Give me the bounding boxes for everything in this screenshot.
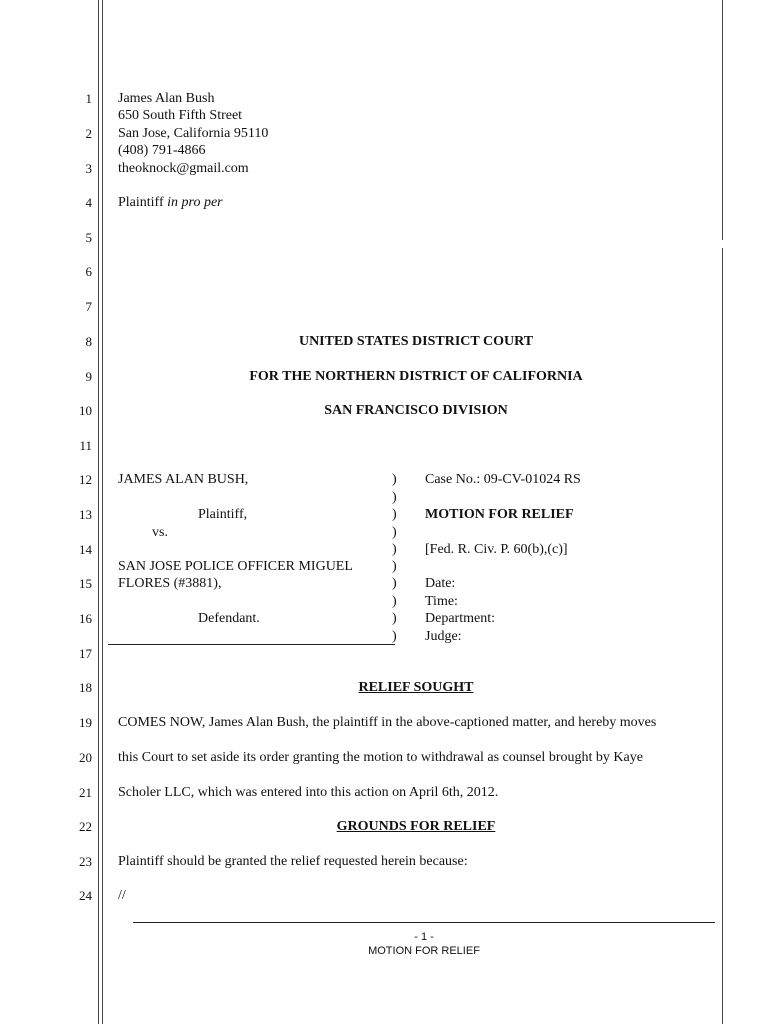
defendant-label: Defendant.	[198, 611, 260, 626]
date-label: Date:	[425, 576, 456, 591]
paragraph-line: COMES NOW, James Alan Bush, the plaintiff in the above-captioned matter, and hereby moves	[118, 715, 657, 730]
paragraph-line: Plaintiff should be granted the relief requested herein because:	[118, 854, 468, 869]
time-label: Time:	[425, 594, 458, 609]
plaintiff-label: Plaintiff,	[198, 507, 248, 522]
line-number: 2	[85, 126, 92, 141]
line-number: 6	[85, 264, 92, 279]
paren: )	[392, 542, 397, 557]
paragraph-line: Scholer LLC, which was entered into this action on April 6th, 2012.	[118, 785, 499, 800]
header-name: James Alan Bush	[118, 91, 215, 106]
court-title-line1: UNITED STATES DISTRICT COURT	[298, 334, 534, 349]
left-margin-rule-outer	[98, 0, 99, 1024]
department-label: Department:	[425, 611, 495, 626]
header-email: theoknock@gmail.com	[118, 161, 249, 176]
line-number: 4	[85, 195, 92, 210]
left-margin-rule-inner	[102, 0, 103, 1024]
paren: )	[392, 490, 397, 505]
header-phone: (408) 791-4866	[118, 143, 206, 158]
plaintiff-name: JAMES ALAN BUSH,	[118, 472, 249, 487]
line-number: 3	[85, 161, 92, 176]
header-street: 650 South Fifth Street	[118, 108, 243, 123]
line-number: 16	[79, 611, 92, 626]
paren: )	[392, 525, 397, 540]
court-title-line3: SAN FRANCISCO DIVISION	[324, 403, 508, 418]
case-number: Case No.: 09-CV-01024 RS	[425, 472, 581, 487]
right-margin-rule-bottom	[722, 248, 723, 1024]
heading-relief-sought: RELIEF SOUGHT	[358, 680, 474, 695]
footer-rule	[133, 922, 715, 923]
court-title-line2: FOR THE NORTHERN DISTRICT OF CALIFORNIA	[249, 369, 583, 384]
paren: )	[392, 507, 397, 522]
header-city: San Jose, California 95110	[118, 126, 269, 141]
line-number: 13	[79, 507, 92, 522]
header-role	[118, 194, 223, 211]
line-number: 21	[79, 785, 92, 800]
paren: )	[392, 594, 397, 609]
line-number: 20	[79, 750, 92, 765]
defendant-name-line1: SAN JOSE POLICE OFFICER MIGUEL	[118, 559, 353, 574]
paren: )	[392, 629, 397, 644]
line-number: 10	[79, 403, 92, 418]
line-number: 22	[79, 819, 92, 834]
paren: )	[392, 472, 397, 487]
line-number: 15	[79, 576, 92, 591]
line-number: 14	[79, 542, 92, 557]
paren: )	[392, 576, 397, 591]
rule-reference: [Fed. R. Civ. P. 60(b),(c)]	[425, 542, 568, 557]
line-number: 19	[79, 715, 92, 730]
header-role-prefix: Plaintiff	[118, 195, 168, 210]
heading-grounds-for-relief: GROUNDS FOR RELIEF	[336, 819, 496, 834]
footer-page-number: - 1 -	[414, 931, 434, 943]
line-number: 12	[79, 472, 92, 487]
line-number: 24	[79, 888, 92, 903]
line-number: 18	[79, 680, 92, 695]
motion-title: MOTION FOR RELIEF	[425, 507, 574, 522]
paren: )	[392, 611, 397, 626]
paren: )	[392, 559, 397, 574]
line-number: 5	[85, 230, 92, 245]
header-role-suffix: in pro per	[167, 195, 223, 210]
line-number: 8	[85, 334, 92, 349]
line-number: 1	[85, 91, 92, 106]
defendant-name-line2: FLORES (#3881),	[118, 576, 222, 591]
right-margin-rule-top	[722, 0, 723, 240]
judge-label: Judge:	[425, 629, 462, 644]
line-number: 17	[79, 646, 92, 661]
versus: vs.	[152, 525, 168, 540]
caption-underline	[108, 644, 395, 645]
line-number: 11	[79, 438, 92, 453]
line-number: 7	[85, 299, 92, 314]
continuation-slashes: //	[118, 888, 126, 903]
line-number: 23	[79, 854, 92, 869]
paragraph-line: this Court to set aside its order granting the motion to withdrawal as counsel brought by Kaye	[118, 750, 643, 765]
footer-title: MOTION FOR RELIEF	[368, 945, 480, 957]
line-number: 9	[85, 369, 92, 384]
